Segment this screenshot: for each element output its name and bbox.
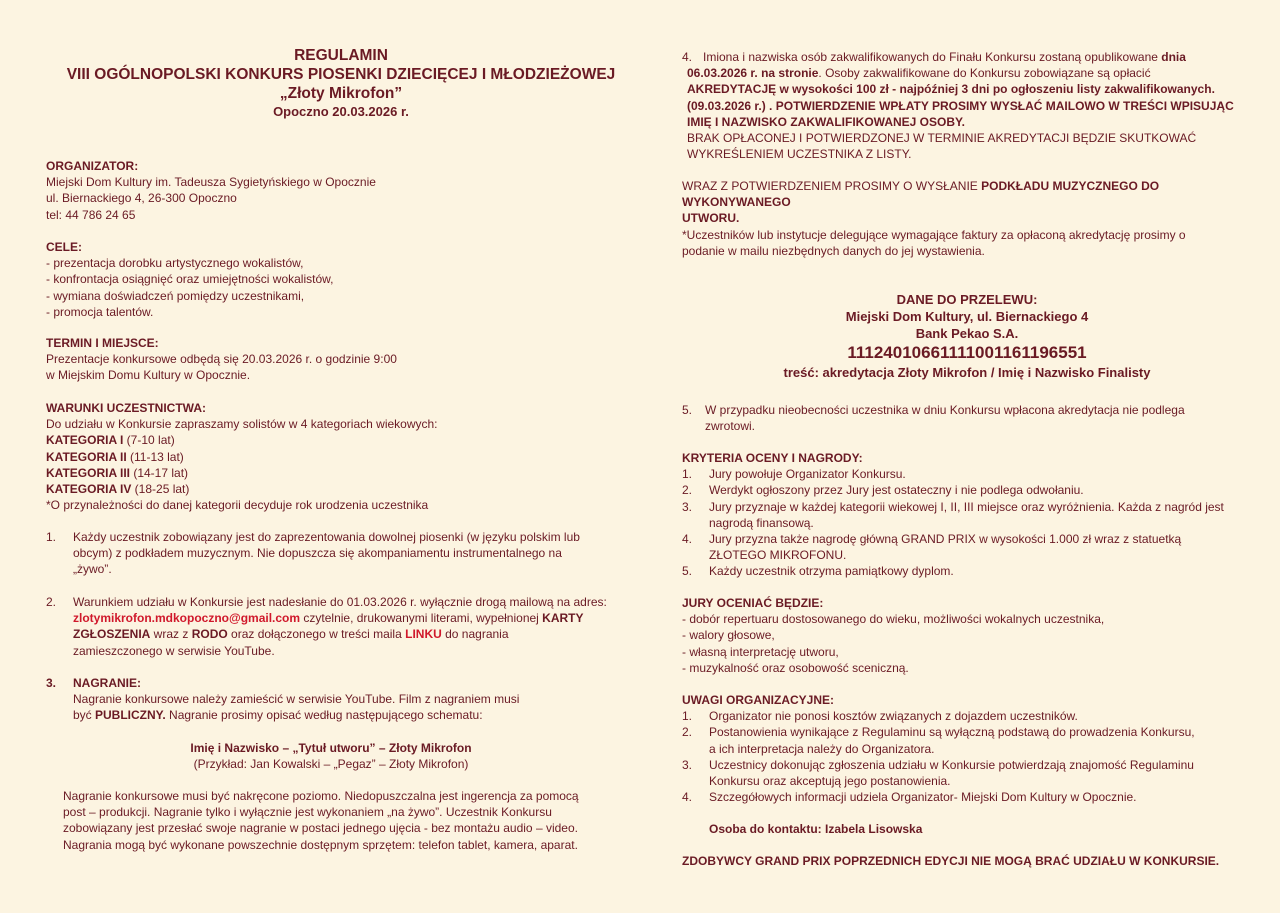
rule-text: 06.03.2026 r. na stronie. Osoby zakwalifikowane do Konkursu zobowiązane są opłacić <box>687 66 1151 81</box>
bank-name: Bank Pekao S.A. <box>915 326 1019 341</box>
title-regulamin: REGULAMIN <box>294 47 388 64</box>
list-item: 4. Szczegółowych informacji udziela Organizator- Miejski Dom Kultury w Opocznie. <box>682 790 1137 805</box>
org-heading: UWAGI ORGANIZACYJNE: <box>682 693 835 707</box>
jury-item: - własną interpretację utworu, <box>682 644 839 659</box>
rule-text: Nagranie konkursowe należy zamieścić w serwisie YouTube. Film z nagraniem musi <box>73 692 520 707</box>
soundtrack-note <box>682 178 1262 227</box>
rule-text: być PUBLICZNY. Nagranie prosimy opisać według następującego schematu: <box>73 708 483 723</box>
category-item: KATEGORIA IV (18-25 lat) <box>46 482 190 497</box>
schema-example: (Przykład: Jan Kowalski – „Pegaz” – Złoty Mikrofon) <box>193 757 469 772</box>
organizer-line: ul. Biernackiego 4, 26-300 Opoczno <box>46 191 237 206</box>
rule-text: „żywo”. <box>73 562 112 577</box>
rule-text: Warunkiem udziału w Konkursie jest nadesłanie do 01.03.2026 r. wyłącznie drogą mailową na adres: <box>73 595 607 609</box>
rule-number: 5. <box>682 403 693 417</box>
category-item: KATEGORIA II (11-13 lat) <box>46 449 184 464</box>
venue-line: Prezentacje konkursowe odbędą się 20.03.2026 r. o godzinie 9:00 <box>46 352 397 367</box>
list-item: 2. Postanowienia wynikające z Regulaminu są wyłączną podstawą do prowadzenia Konkursu, a ich interpretacja należy do Organizatora. <box>682 725 1195 756</box>
rule-number: 1. <box>46 530 57 544</box>
schema-line: Imię i Nazwisko – „Tytuł utworu” – Złoty Mikrofon <box>190 741 472 755</box>
rule-text: zamieszczonego w serwisie YouTube. <box>73 643 275 658</box>
recording-paragraph <box>63 788 636 853</box>
rule-5 <box>682 402 1262 434</box>
jury-heading: JURY OCENIAĆ BĘDZIE: <box>682 596 824 610</box>
note-line: UTWORU. <box>682 211 740 226</box>
transfer-title: treść: akredytacja Złoty Mikrofon / Imię i Nazwisko Finalisty <box>783 365 1151 380</box>
list-item: 1. Jury powołuje Organizator Konkursu. <box>682 467 906 482</box>
rule-text: zlotymikrofon.mdkopoczno@gmail.com czytelnie, drukowanymi literami, wypełnionej KARTY <box>73 611 584 626</box>
list-item: 4. Jury przyzna także nagrodę główną GRAND PRIX w wysokości 1.000 zł wraz z statuetką ZŁOTEGO MIKROFONU. <box>682 532 1182 563</box>
rule-4 <box>682 49 1262 162</box>
bank-details <box>672 291 1262 381</box>
conditions-heading: WARUNKI UCZESTNICTWA: <box>46 401 206 415</box>
organizational-notes <box>682 692 1262 805</box>
jury-item: - dobór repertuaru dostosowanego do wieku, możliwości wokalnych uczestnika, <box>682 612 1105 627</box>
list-item: 5. Każdy uczestnik otrzyma pamiątkowy dyplom. <box>682 564 954 579</box>
invoice-note <box>682 227 1262 259</box>
rule-number: 2. <box>46 595 57 609</box>
rule-text: BRAK OPŁACONEJ I POTWIERDZONEJ W TERMINIE AKREDYTACJI BĘDZIE SKUTKOWAĆ <box>687 131 1197 146</box>
title-contest: VIII OGÓLNOPOLSKI KONKURS PIOSENKI DZIECIĘCEJ I MŁODZIEŻOWEJ <box>66 66 616 83</box>
title-name: „Złoty Mikrofon” <box>279 85 403 102</box>
list-item: 3. Jury przyznaje w każdej kategorii wiekowej I, II, III miejsce oraz wyróżnienia. Każda z nagród jest nagrodą finansową. <box>682 499 1224 530</box>
category-item: KATEGORIA I (7-10 lat) <box>46 433 175 448</box>
venue-line: w Miejskim Domu Kultury w Opocznie. <box>46 368 251 383</box>
goals-section <box>46 239 636 320</box>
organizer-line: Miejski Dom Kultury im. Tadeusza Sygietyńskiego w Opocznie <box>46 175 376 190</box>
rule-text: IMIĘ I NAZWISKO ZAKWALIFIKOWANEJ OSOBY. <box>687 114 966 129</box>
rule-text: obcym) z podkładem muzycznym. Nie dopuszcza się akompaniamentu instrumentalnego na <box>73 546 562 561</box>
document-header <box>46 46 636 120</box>
organizer-line: tel: 44 786 24 65 <box>46 207 136 222</box>
organizer-section <box>46 158 636 223</box>
title-date: Opoczno 20.03.2026 r. <box>273 104 409 119</box>
contest-email-link[interactable]: zlotymikrofon.mdkopoczno@gmail.com <box>73 611 301 626</box>
rule-text: Imiona i nazwiska osób zakwalifikowanych do Finału Konkursu zostaną opublikowane dnia <box>703 50 1186 64</box>
bank-account-number: 11124010661111001161196551 <box>847 343 1087 362</box>
paragraph-line: Nagranie konkursowe musi być nakręcone poziomo. Niedopuszczalna jest ingerencja za pomocą <box>63 789 579 803</box>
contact-person: Osoba do kontaktu: Izabela Lisowska <box>709 822 923 836</box>
paragraph-line: Nagrania mogą być wykonane powszechnie dostępnym sprzętem: telefon tablet, kamera, aparat. <box>63 837 578 852</box>
note-line: WRAZ Z POTWIERDZENIEM PROSIMY O WYSŁANIE PODKŁADU MUZYCZNEGO DO WYKONYWANEGO <box>682 179 1160 210</box>
conditions-intro: Do udziału w Konkursie zapraszamy solistów w 4 kategoriach wiekowych: <box>46 417 438 432</box>
final-note: ZDOBYWCY GRAND PRIX POPRZEDNICH EDYCJI NIE MOGĄ BRAĆ UDZIAŁU W KONKURSIE. <box>682 854 1220 868</box>
category-note: *O przynależności do danej kategorii decyduje rok urodzenia uczestnika <box>46 498 429 513</box>
paragraph-line: post – produkcji. Nagranie tylko i wyłącznie jest wykonaniem „na żywo”. Uczestnik Konkursu <box>63 805 552 820</box>
rule-text: AKREDYTACJĘ w wysokości 100 zł - najpóźniej 3 dni po ogłoszeniu listy zakwalifikowanych. <box>687 82 1215 97</box>
goal-item: - promocja talentów. <box>46 304 154 319</box>
recording-schema <box>26 740 636 772</box>
criteria-section <box>682 450 1262 580</box>
rule-2 <box>46 594 636 659</box>
organizer-heading: ORGANIZATOR: <box>46 159 139 173</box>
bank-heading: DANE DO PRZELEWU: <box>896 292 1038 307</box>
venue-section <box>46 335 636 384</box>
bank-recipient: Miejski Dom Kultury, ul. Biernackiego 4 <box>845 309 1089 324</box>
rule-1 <box>46 529 636 578</box>
list-item: 1. Organizator nie ponosi kosztów związanych z dojazdem uczestników. <box>682 709 1078 724</box>
goals-heading: CELE: <box>46 240 82 254</box>
rule-number: 3. <box>46 676 57 690</box>
jury-section <box>682 595 1262 676</box>
rule-text: Każdy uczestnik zobowiązany jest do zaprezentowania dowolnej piosenki (w języku polskim lub <box>73 530 580 544</box>
criteria-heading: KRYTERIA OCENY I NAGRODY: <box>682 451 863 465</box>
goal-item: - konfrontacja osiągnięć oraz umiejętności wokalistów, <box>46 272 334 287</box>
jury-item: - walory głosowe, <box>682 628 775 643</box>
rule-text: WYKREŚLENIEM UCZESTNIKA Z LISTY. <box>687 147 912 162</box>
rule-number: 4. <box>682 50 693 64</box>
list-item: 2. Werdykt ogłoszony przez Jury jest ostateczny i nie podlega odwołaniu. <box>682 483 1084 498</box>
recording-heading: NAGRANIE: <box>73 676 141 690</box>
note-line: podanie w mailu niezbędnych danych do jej wystawienia. <box>682 244 985 259</box>
venue-heading: TERMIN I MIEJSCE: <box>46 336 159 350</box>
rule-text: W przypadku nieobecności uczestnika w dniu Konkursu wpłacona akredytacja nie podlega <box>705 403 1185 417</box>
rule-3 <box>46 675 636 724</box>
rule-text: (09.03.2026 r.) . POTWIERDZENIE WPŁATY PROSIMY WYSŁAĆ MAILOWO W TREŚCI WPISUJĄC <box>687 98 1234 113</box>
jury-item: - muzykalność oraz osobowość sceniczną. <box>682 660 909 675</box>
rule-text: zwrotowi. <box>705 419 756 434</box>
rule-text: ZGŁOSZENIA wraz z RODO oraz dołączonego w treści maila LINKU do nagrania <box>73 627 509 642</box>
list-item: 3. Uczestnicy dokonując zgłoszenia udziału w Konkursie potwierdzają znajomość Regulaminu Konkursu oraz akceptują jego postanowienia. <box>682 757 1194 789</box>
goal-item: - prezentacja dorobku artystycznego wokalistów, <box>46 256 304 271</box>
paragraph-line: zobowiązany jest przesłać swoje nagranie w postaci jednego ujęcia - bez montażu audio – video. <box>63 821 578 836</box>
note-line: *Uczestników lub instytucje delegujące wymagające faktury za opłaconą akredytację prosimy o <box>682 228 1186 242</box>
goal-item: - wymiana doświadczeń pomiędzy uczestnikami, <box>46 288 305 303</box>
conditions-section <box>46 400 636 513</box>
category-item: KATEGORIA III (14-17 lat) <box>46 465 189 480</box>
